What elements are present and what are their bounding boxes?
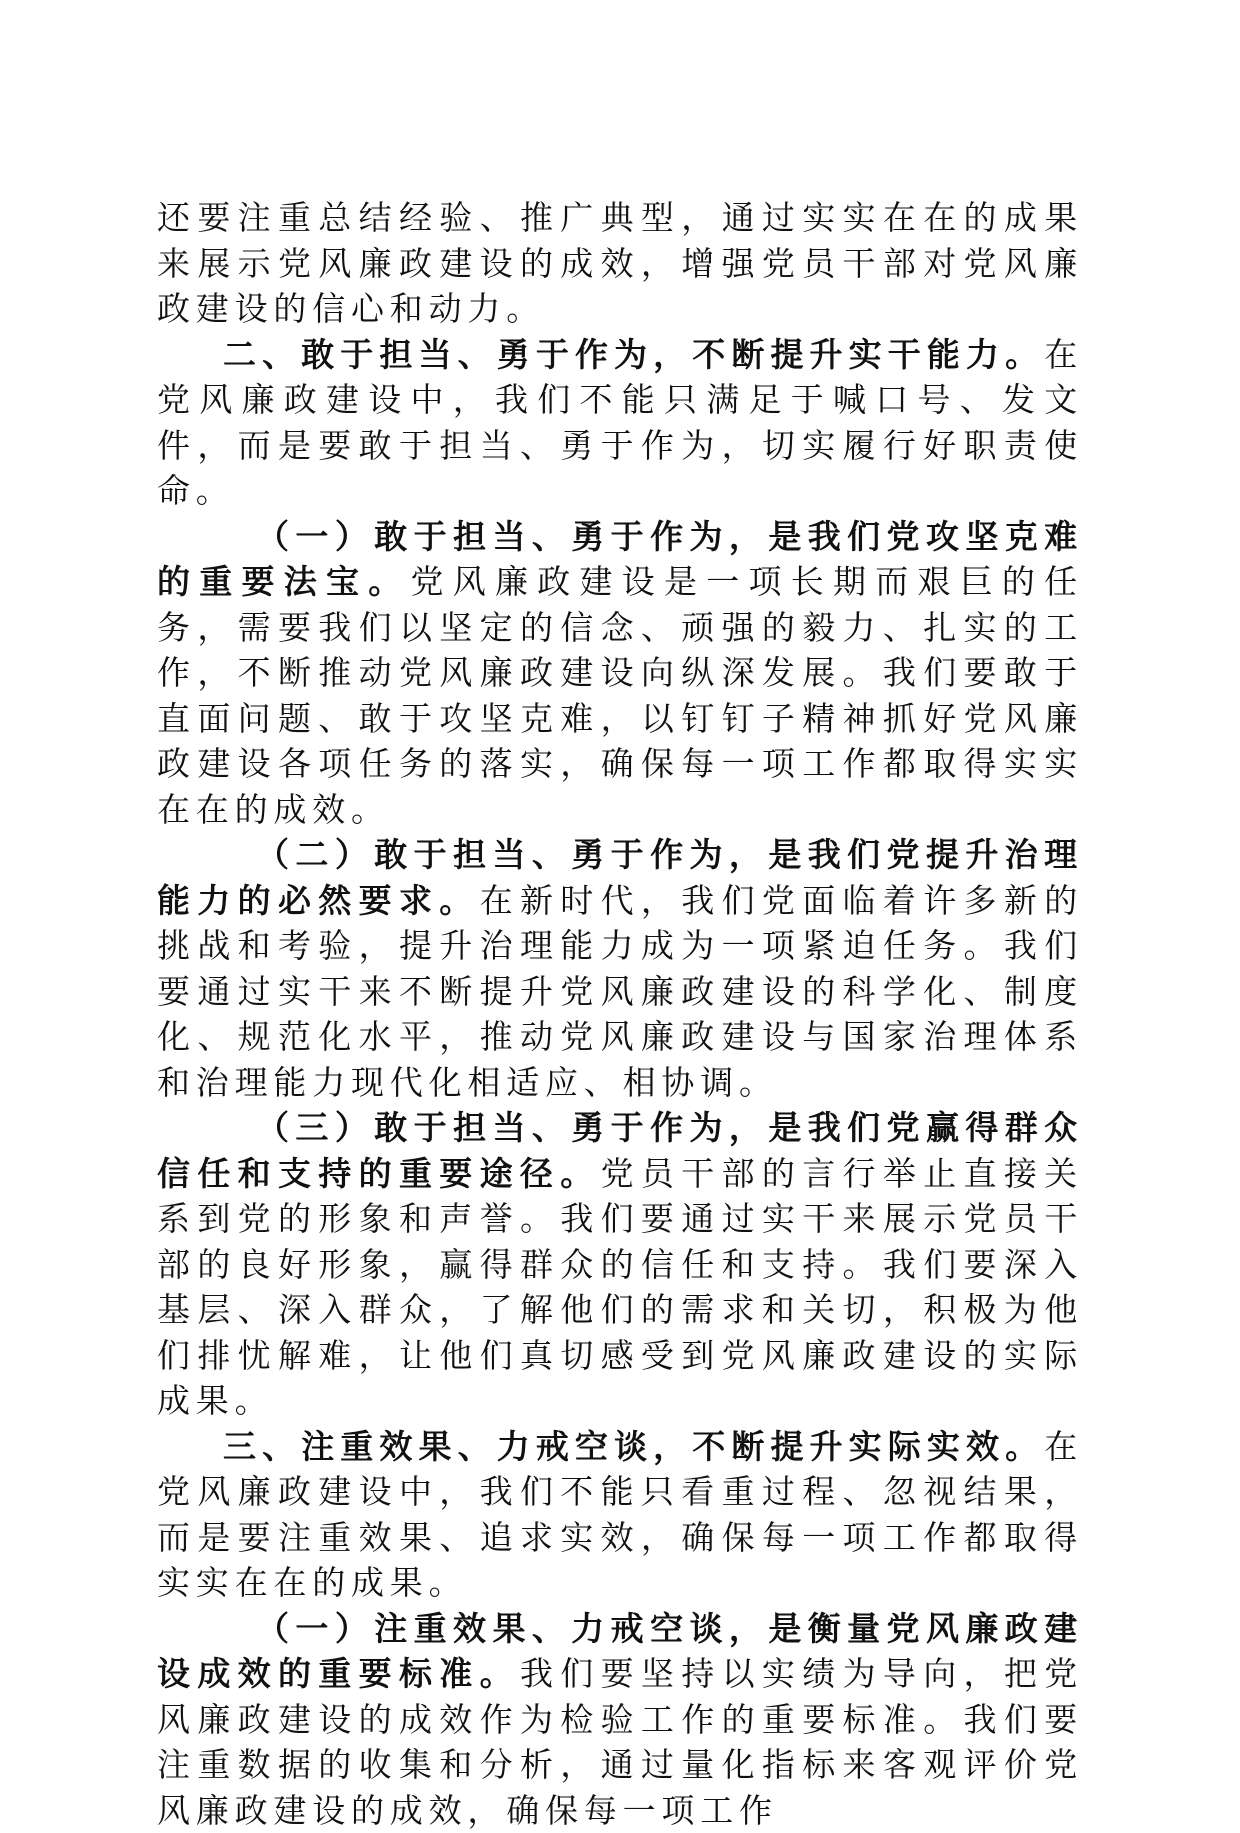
section-three-paragraph <box>157 1424 1083 1606</box>
paragraph-body: 党员干部的言行举止直接关系到党的形象和声誉。我们要通过实干来展示党员干部的良好形象，赢得群众的信任和支持。我们要深入基层、深入群众，了解他们的需求和关切，积极为他们排忧解难，让他们真切感受到党风廉政建设的实际成果。 <box>157 1154 1083 1421</box>
section-heading: 二、敢于担当、勇于作为，不断提升实干能力。 <box>223 335 1044 374</box>
subsection-heading: （三）敢于担当、勇于作为，是我们党赢得群众信任和支持的重要途径。 <box>157 1108 1083 1193</box>
paragraph-continuation <box>157 195 1083 332</box>
document-page <box>157 195 1083 1833</box>
subsection-paragraph <box>157 1606 1083 1833</box>
paragraph-body: 在新时代，我们党面临着许多新的挑战和考验，提升治理能力成为一项紧迫任务。我们要通过实干来不断提升党风廉政建设的科学化、制度化、规范化水平，推动党风廉政建设与国家治理体系和治理能力现代化相适应、相协调。 <box>157 881 1083 1102</box>
subsection-heading: （二）敢于担当、勇于作为，是我们党提升治理能力的必然要求。 <box>157 835 1083 920</box>
subsection-heading: （一）注重效果、力戒空谈，是衡量党风廉政建设成效的重要标准。 <box>157 1609 1083 1694</box>
section-two-paragraph <box>157 332 1083 514</box>
section-heading: 三、注重效果、力戒空谈，不断提升实际实效。 <box>223 1427 1044 1466</box>
subsection-paragraph <box>157 514 1083 833</box>
paragraph-body: 在党风廉政建设中，我们不能只看重过程、忽视结果，而是要注重效果、追求实效，确保每一项工作都取得实实在在的成果。 <box>157 1427 1083 1603</box>
paragraph-body: 在党风廉政建设中，我们不能只满足于喊口号、发文件，而是要敢于担当、勇于作为，切实履行好职责使命。 <box>157 335 1083 511</box>
subsection-paragraph <box>157 1105 1083 1424</box>
paragraph-body: 我们要坚持以实绩为导向，把党风廉政建设的成效作为检验工作的重要标准。我们要注重数据的收集和分析，通过量化指标来客观评价党风廉政建设的成效，确保每一项工作 <box>157 1654 1083 1830</box>
paragraph-body: 还要注重总结经验、推广典型，通过实实在在的成果来展示党风廉政建设的成效，增强党员干部对党风廉政建设的信心和动力。 <box>157 198 1083 328</box>
subsection-paragraph <box>157 832 1083 1105</box>
subsection-heading: （一）敢于担当、勇于作为，是我们党攻坚克难的重要法宝。 <box>157 517 1083 602</box>
paragraph-body: 党风廉政建设是一项长期而艰巨的任务，需要我们以坚定的信念、顽强的毅力、扎实的工作，不断推动党风廉政建设向纵深发展。我们要敢于直面问题、敢于攻坚克难，以钉钉子精神抓好党风廉政建设各项任务的落实，确保每一项工作都取得实实在在的成效。 <box>157 562 1083 829</box>
